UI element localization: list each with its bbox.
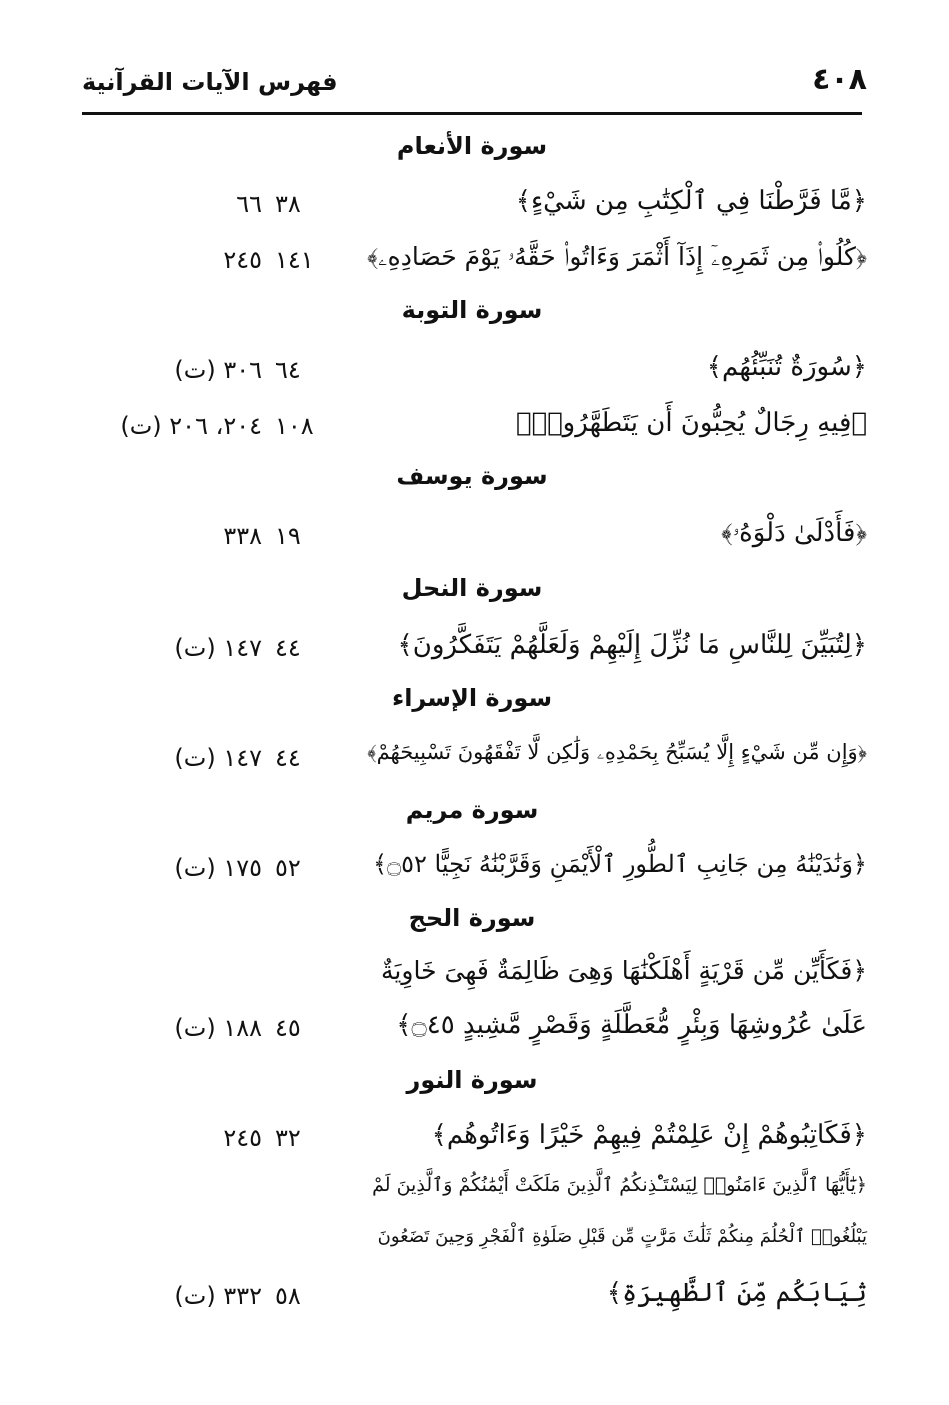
page-references: ١٤٧ (ت) — [174, 744, 262, 772]
ayah-number: ١٠٨ — [275, 412, 314, 440]
verse-text-continued: عَلَىٰ عُرُوشِهَا وَبِئْرٍ مُّعَطَّلَةٍ وَقَصْرٍ مَّشِيدٍ ۝٤٥﴾ — [396, 1010, 867, 1040]
verse-text: ﴿فَأَدْلَىٰ دَلْوَهُۥ﴾ — [721, 518, 867, 548]
ayah-number: ٣٢ — [275, 1124, 301, 1152]
page-header-title: فهرس الآيات القرآنية — [82, 68, 338, 96]
ayah-number: ٤٥ — [275, 1014, 301, 1042]
verse-text: ﴿لِتُبَيِّنَ لِلنَّاسِ مَا نُزِّلَ إِلَيْهِمْ وَلَعَلَّهُمْ يَتَفَكَّرُونَ﴾ — [397, 630, 867, 660]
ayah-number: ١٩ — [275, 522, 301, 550]
surah-heading: سورة النحل — [401, 574, 543, 602]
page-number: ٤٠٨ — [812, 62, 867, 97]
page-references: ٣٠٦ (ت) — [174, 356, 262, 384]
surah-heading: سورة الأنعام — [396, 132, 548, 160]
page-references: ٣٣٢ (ت) — [174, 1282, 262, 1310]
page-references: ٢٠٤، ٢٠٦ (ت) — [120, 412, 262, 440]
surah-heading: سورة الحج — [408, 904, 536, 932]
surah-heading: سورة الإسراء — [391, 684, 553, 712]
verse-text: ﴿فِيهِ رِجَالٌ يُحِبُّونَ أَن يَتَطَهَّرُوا۟﴾ — [515, 408, 867, 438]
surah-heading: سورة النور — [406, 1066, 538, 1094]
surah-heading: سورة التوبة — [401, 296, 543, 324]
surah-heading: سورة يوسف — [396, 462, 548, 490]
ayah-number: ٦٤ — [275, 356, 301, 384]
verse-text: ﴿فَكَاتِبُوهُمْ إِنْ عَلِمْتُمْ فِيهِمْ خَيْرًا وَءَاتُوهُم﴾ — [431, 1120, 867, 1150]
verse-text: ﴿يَٰٓأَيُّهَا ٱلَّذِينَ ءَامَنُوا۟ لِيَسْتَـْٔذِنكُمُ ٱلَّذِينَ مَلَكَتْ أَيْمَٰنُكُمْ وَٱلَّذِينَ لَمْ — [372, 1174, 867, 1196]
page-references: ٢٤٥ — [223, 1124, 262, 1152]
ayah-number: ١٤١ — [275, 246, 314, 274]
verse-text: ﴿فَكَأَيِّن مِّن قَرْيَةٍ أَهْلَكْنَٰهَا وَهِىَ ظَالِمَةٌ فَهِىَ خَاوِيَةٌ — [381, 956, 867, 985]
verse-text: ﴿وَإِن مِّن شَيْءٍ إِلَّا يُسَبِّحُ بِحَمْدِهِۦ وَلَٰكِن لَّا تَفْقَهُونَ تَسْبِيحَهُمْ﴾ — [367, 740, 867, 764]
page-references: ١٨٨ (ت) — [174, 1014, 262, 1042]
ayah-number: ٤٤ — [275, 634, 301, 662]
verse-text: ﴿مَّا فَرَّطْنَا فِي ٱلْكِتَٰبِ مِن شَيْءٍ﴾ — [515, 186, 867, 216]
ayah-number: ٥٨ — [275, 1282, 301, 1310]
verse-text: ﴿سُورَةٌ تُنَبِّئُهُم﴾ — [706, 352, 867, 382]
surah-heading: سورة مريم — [405, 796, 539, 824]
page-references: ٣٣٨ — [223, 522, 262, 550]
page-references: ١٧٥ (ت) — [174, 854, 262, 882]
header-divider — [82, 112, 862, 115]
ayah-number: ٣٨ — [275, 190, 301, 218]
page-references: ١٤٧ (ت) — [174, 634, 262, 662]
page-references: ٢٤٥ — [223, 246, 262, 274]
verse-text-continued: يَبْلُغُوا۟ ٱلْحُلُمَ مِنكُمْ ثَلَٰثَ مَرَّٰتٍ مِّن قَبْلِ صَلَوٰةِ ٱلْفَجْرِ وَحِينَ تَضَعُونَ — [377, 1226, 867, 1247]
verse-text: ﴿وَنَٰدَيْنَٰهُ مِن جَانِبِ ٱلطُّورِ ٱلْأَيْمَنِ وَقَرَّبْنَٰهُ نَجِيًّا ۝٥٢﴾ — [373, 850, 867, 878]
page-references: ٦٦ — [236, 190, 262, 218]
verse-text-continued: ثِيَابَكُم مِّنَ ٱلظَّهِيرَةِ﴾ — [606, 1278, 867, 1308]
ayah-number: ٥٢ — [275, 854, 301, 882]
verse-text: ﴿كُلُوا۟ مِن ثَمَرِهِۦٓ إِذَآ أَثْمَرَ وَءَاتُوا۟ حَقَّهُۥ يَوْمَ حَصَادِهِۦ﴾ — [367, 242, 867, 271]
ayah-number: ٤٤ — [275, 744, 301, 772]
